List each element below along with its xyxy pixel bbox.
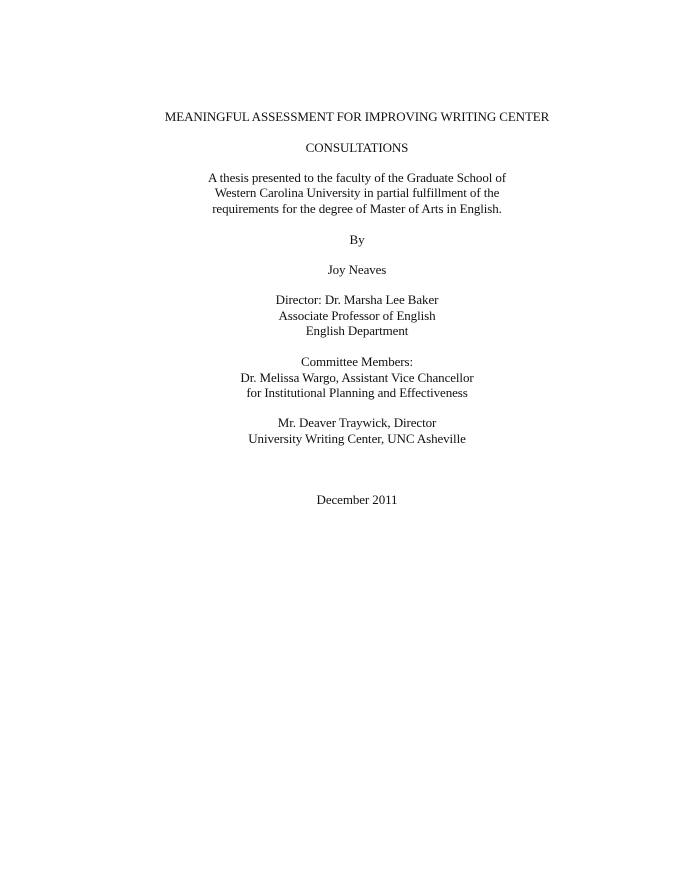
thesis-title-line-1: MEANINGFUL ASSESSMENT FOR IMPROVING WRITING CENTER [164,109,550,124]
thesis-title-line-2: CONSULTATIONS [305,140,409,155]
description-line-3: requirements for the degree of Master of Arts in English. [212,201,502,216]
committee-member-1-line-2: for Institutional Planning and Effectiveness [246,385,468,400]
committee-member-2-line-2: University Writing Center, UNC Asheville [248,431,466,446]
director-line-1: Director: Dr. Marsha Lee Baker [275,292,439,307]
committee-label: Committee Members: [301,354,413,369]
submission-date: December 2011 [316,492,398,507]
description-line-1: A thesis presented to the faculty of the Graduate School of [207,170,507,185]
director-line-3: English Department [305,323,409,338]
by-label: By [349,232,365,247]
author-name: Joy Neaves [327,262,387,277]
director-line-2: Associate Professor of English [278,308,436,323]
committee-member-1-line-1: Dr. Melissa Wargo, Assistant Vice Chancellor [240,370,474,385]
committee-member-2-line-1: Mr. Deaver Traywick, Director [277,415,437,430]
description-line-2: Western Carolina University in partial fulfillment of the [214,185,500,200]
